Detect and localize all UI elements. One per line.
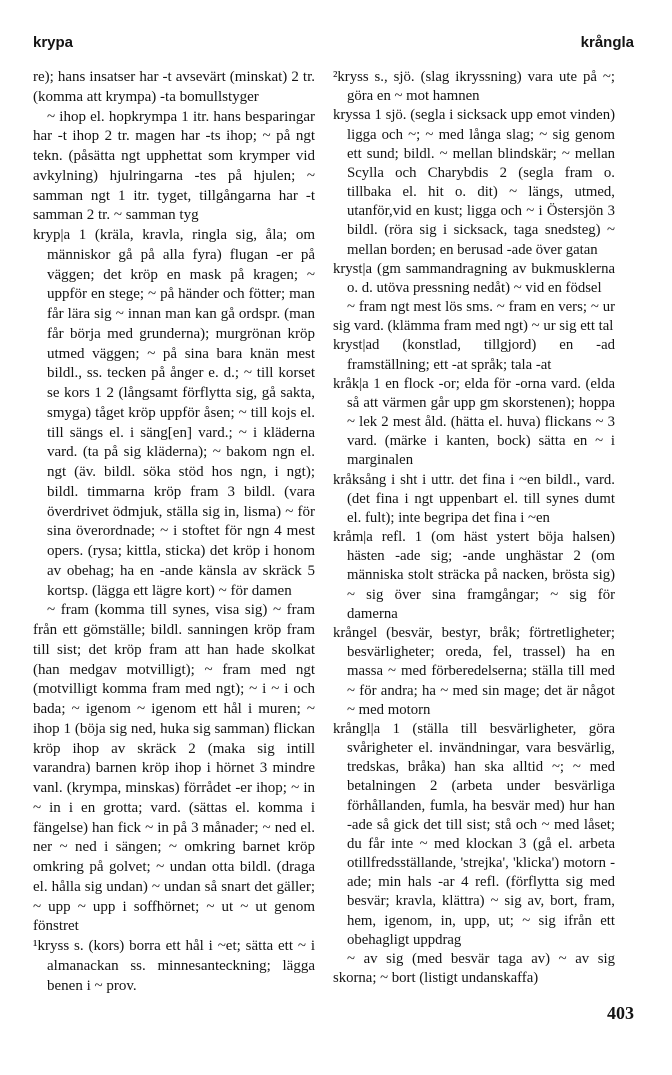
dictionary-entry: ~ av sig (med besvär taga av) ~ av sig skorna; ~ bort (listigt undanskaffa) [333,950,615,987]
left-column [33,68,315,996]
dictionary-entry: kråksång i sht i uttr. det fina i ~en bildl., vard. (det fina i ngt uppenbart el. till synes dumt el. fult); inte begripa det fina i ~en [333,471,615,526]
dictionary-entry: ¹kryss s. (kors) borra ett hål i ~et; sätta ett ~ i almanackan ss. minnesanteckning; lägga benen i ~ prov. [33,938,315,994]
dictionary-entry: ~ fram ngt mest lös sms. ~ fram en vers; ~ ur sig vard. (klämma fram med ngt) ~ ur sig ett tal [333,299,615,335]
dictionary-entry: kryst|ad (konstlad, tillgjord) en -ad framställning; ett -at språk; tala -at [333,337,615,373]
dictionary-entry: krångel (besvär, bestyr, bråk; förtretligheter; besvärligheter; oreda, fel, trassel) ha en massa ~ med förberedelserna; ställa till med ~ för andra; ha ~ med sin mage; det är något ~ med motorn [333,624,615,718]
dictionary-entry: ~ ihop el. hopkrympa 1 itr. hans besparingar har -t ihop 2 tr. magen har -ts ihop; ~ på ngt tekn. (påsätta ngt upphettat som krymper vid avkylning) hjulringarna -tes på hjulen; ~ samman ngt 1 itr. tyget, tillgångarna har -t samman 2 tr. ~ samman tyg [33,108,315,224]
running-head-left: krypa [33,34,74,51]
dictionary-entry: kråm|a refl. 1 (om häst ystert böja halsen) hästen -ade sig; -ande unghästar 2 (om människa stolt sträcka på nacken, brösta sig) ~ sig över sina framgångar; ~ sig för damerna [333,529,615,622]
dictionary-entry: kryp|a 1 (kräla, kravla, ringla sig, åla; om människor gå på alla fyra) flugan -er på väggen; det kröp en mask på kragen; ~ uppför en stege; ~ på händer och fötter; man får lära sig ~ innan man kan gå ordspr. (man får börja med grunderna); murgrönan kröp utmed väggen; ~ på sina bara knän mest bildl., ss. tecken på ånger e. d.; ~ till korset se kors 1 2 (långsamt förflytta sig, gå sakta, smyga) tåget kröp uppför åsen; ~ till kojs el. till sängs el. i säng[en] vard.; ~ i kläderna vard. (ta på sig kläderna); ~ bakom ngn el. ngt (äv. bildl. söka stöd hos ngn, i ngt); bildl. timmarna kröp fram 3 bildl. (vara överdrivet ödmjuk, ställa sig in, lisma) ~ för sina överordnade; ~ i stoftet för ngn 4 mest opers. (rysa; kittla, sticka) det kröp i honom av obehag; ha en -ande känsla av skräck 5 kortsp. (lägga ett lägre kort) ~ för damen [33,227,315,599]
dictionary-entry: kryssa 1 sjö. (segla i sicksack upp emot vinden) ligga och ~; ~ med långa slag; ~ sig genom ett sund; bildl. ~ mellan blindskär; ~ mellan Scylla och Charybdis 2 (segla fram o. tillbaka el. hit o. dit) ~ längs, utmed, utanför,vid en kust; ligga och ~ i Östersjön 3 bildl. (röra sig i sicksack, taga snedsteg) ~ mellan borden; en berusad -ade över gatan [333,107,615,258]
dictionary-entry: kryst|a (gm sammandragning av bukmusklerna o. d. utöva pressning nedåt) ~ vid en födsel [333,260,615,296]
page-number: 403 [607,1003,634,1023]
running-head [33,34,634,56]
dictionary-entry: krångl|a 1 (ställa till besvärligheter, göra svårigheter el. invändningar, vara besvärlig, tredskas, bråka) han ska alltid ~; ~ med betalningen 2 (arbeta under besvärliga förhållanden, fumla, ha besvär med) hur han -ade så gick det till sist; stå och ~ med låset; du får inte ~ med klockan 3 (gå el. arbeta otillfredsställande, 'strejka', 'klicka') motorn -ade; min hals -ar 4 refl. (förflytta sig med besvär; kravla, klättra) ~ sig av, bort, fram, hem, igenom, in, upp, ut; ~ sig ifrån ett obehagligt uppdrag [333,720,615,948]
dictionary-entry: ~ fram (komma till synes, visa sig) ~ fram från ett gömställe; bildl. sanningen kröp fram till sist; det kröp fram att han hade skolkat (han medgav motvilligt); ~ fram med ngt (motvilligt komma fram med ngt); ~ i ~ i och bada; ~ igenom ~ igenom ett hål i muren; ~ ihop 1 (böja sig ned, huka sig samman) flickan kröp ihop av skräck 2 (maka sig intill varandra) barnen kröp ihop i hörnet 3 mindre vanl. (krympa, minskas) förrådet -er ihop; ~ in ~ in i en grotta; vard. (sättas el. komma i fängelse) han fick ~ in på 3 månader; ~ ned el. ner ~ ned i sängen; ~ omkring barnet kröp omkring på golvet; ~ undan otta bildl. (draga el. hålla sig undan) ~ undan så snart det gäller; ~ upp ~ upp i soffhörnet; ~ ut ~ ut genom fönstret [33,602,315,935]
right-column [333,68,615,988]
dictionary-entry: re); hans insatser har -t avsevärt (minskat) 2 tr. (komma att krympa) -ta bomullstyger [33,69,315,105]
dictionary-entry: kråk|a 1 en flock -or; elda för -orna vard. (elda så att värmen går upp gm skorstenen); hoppa ~ lek 2 mest åld. (hätta el. huva) flickans ~ 3 vard. (märke i kanten, bock) sätta en ~ i marginalen [333,375,615,469]
dictionary-entry: ²kryss s., sjö. (slag ikryssning) vara ute på ~; göra en ~ mot hamnen [333,69,615,105]
running-head-right: krångla [580,34,634,51]
